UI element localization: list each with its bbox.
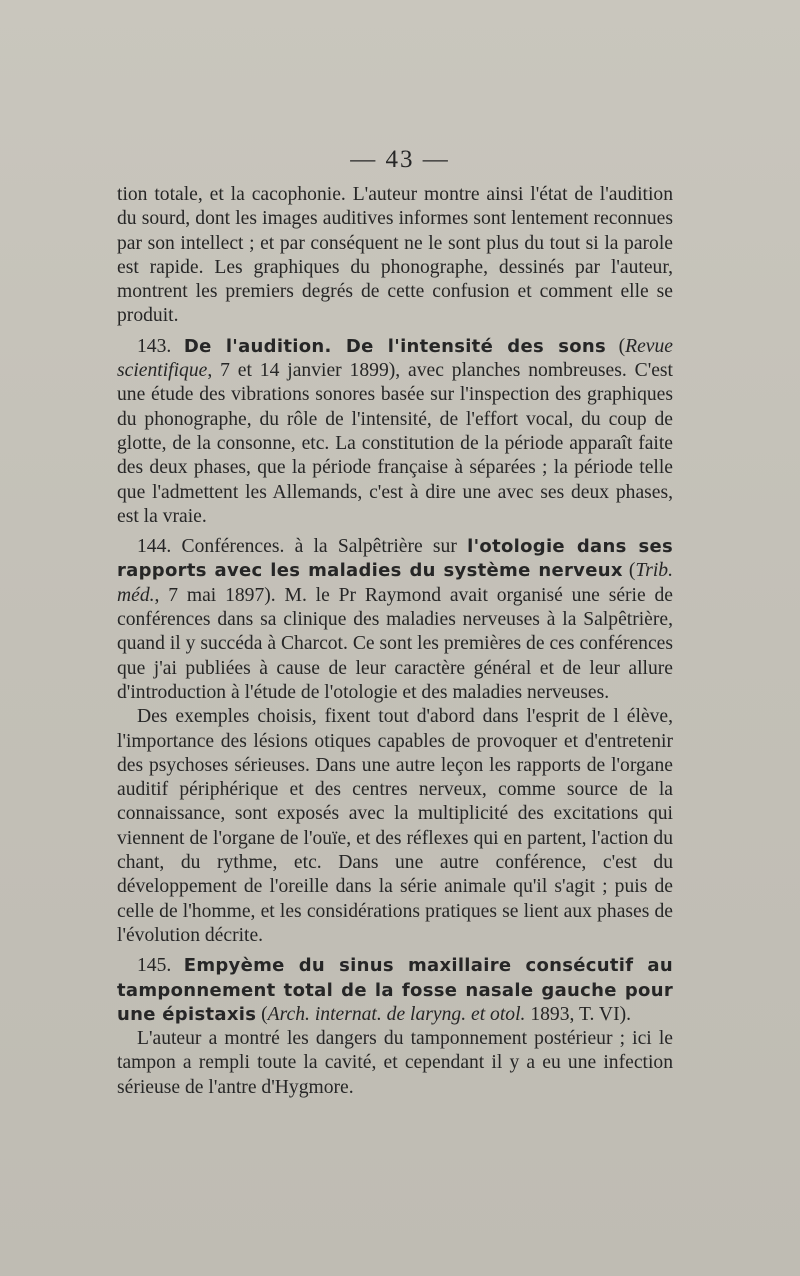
entry-body: M. le Pr Raymond avait organisé une série de conférences dans sa clinique des maladies nerveuses à la Salpêtrière, quand il y succéda à Charcot. Ce sont les premières de ces conférences que j'ai publiées à cause de leur caractère général et de leur allure d'introduction à l'étude de l'otologie et des maladies nerveuses. bbox=[117, 584, 673, 703]
ref-details: , 7 et 14 janvier 1899), avec planches nombreuses. bbox=[207, 360, 627, 382]
entry-title: Empyème du sinus maxillaire consécutif au tamponnement total de la fosse nasale gauche pour une épistaxis bbox=[117, 955, 673, 1025]
page-number: — 43 — bbox=[350, 146, 450, 173]
entry-144-continued: Des exemples choisis, fixent tout d'abord dans l'esprit de l élève, l'importance des lésions otiques capables de provoquer et d'entretenir des psychoses sérieuses. Dans une autre leçon les rapports de l'organe auditif périphérique et des centres nerveux, comme source de la connaissance, sont exposés avec la multiplicité des excitations qui viennent de l'organe de l'ouïe, et des réflexes qui en partent, l'action du chant, du rythme, etc. Dans une autre conférence, c'est du développement de l'oreille dans la série animale qu'il s'agit ; puis de celle de l'homme, et les considérations pratiques se lient aux phases de l'évolution décrite. bbox=[117, 706, 673, 946]
entry-number: 145. bbox=[137, 955, 172, 977]
journal-ref: Trib. méd. bbox=[117, 560, 673, 606]
ref-open: ( bbox=[261, 1003, 268, 1025]
entry-145 bbox=[117, 954, 673, 1027]
entry-143 bbox=[117, 335, 673, 529]
journal-ref: Revue scientifique bbox=[117, 335, 673, 382]
entry-body: C'est une étude des vibrations sonores basée sur l'inspection des graphiques du phonographe, du rôle de l'intensité, de l'effort vocal, du coup de glotte, de la consonne, etc. La constitution de la période apparaît faite des deux phases, que la période française à séparées ; la période telle que l'admettent les Allemands, c'est à dire une avec ses deux phases, est la vraie. bbox=[117, 360, 673, 527]
entry-number: 144. bbox=[137, 536, 172, 558]
entry-number: 143. bbox=[137, 335, 172, 357]
ref-details: 1893, T. VI). bbox=[525, 1003, 632, 1025]
entry-intro: Conférences. à la Salpêtrière sur bbox=[181, 536, 457, 558]
page-body bbox=[117, 183, 673, 1106]
entry-title: De l'audition. De l'intensité des sons bbox=[183, 335, 607, 357]
entry-145-body: L'auteur a montré les dangers du tamponnement postérieur ; ici le tampon a rempli toute la cavité, et cependant il y a eu une infection sérieuse de l'antre d'Hygmore. bbox=[117, 1028, 673, 1098]
journal-ref: Arch. internat. de laryng. et otol. bbox=[267, 1003, 526, 1025]
entry-title: l'otologie dans ses rapports avec les maladies du système nerveux bbox=[117, 536, 674, 582]
ref-open: ( bbox=[628, 560, 636, 582]
paragraph-continuation: tion totale, et la cacophonie. L'auteur montre ainsi l'état de l'audition du sourd, dont les images auditives informes sont lentement reconnues par son intellect ; et par conséquent ne le sont plus du tout si la parole est rapide. Les graphiques du phonographe, dessinés par l'auteur, montrent les premiers degrés de cette confusion et comment elle se produit. bbox=[117, 184, 673, 327]
ref-open: ( bbox=[618, 335, 626, 357]
ref-details: , 7 mai 1897). bbox=[154, 584, 276, 606]
entry-144 bbox=[117, 535, 673, 705]
